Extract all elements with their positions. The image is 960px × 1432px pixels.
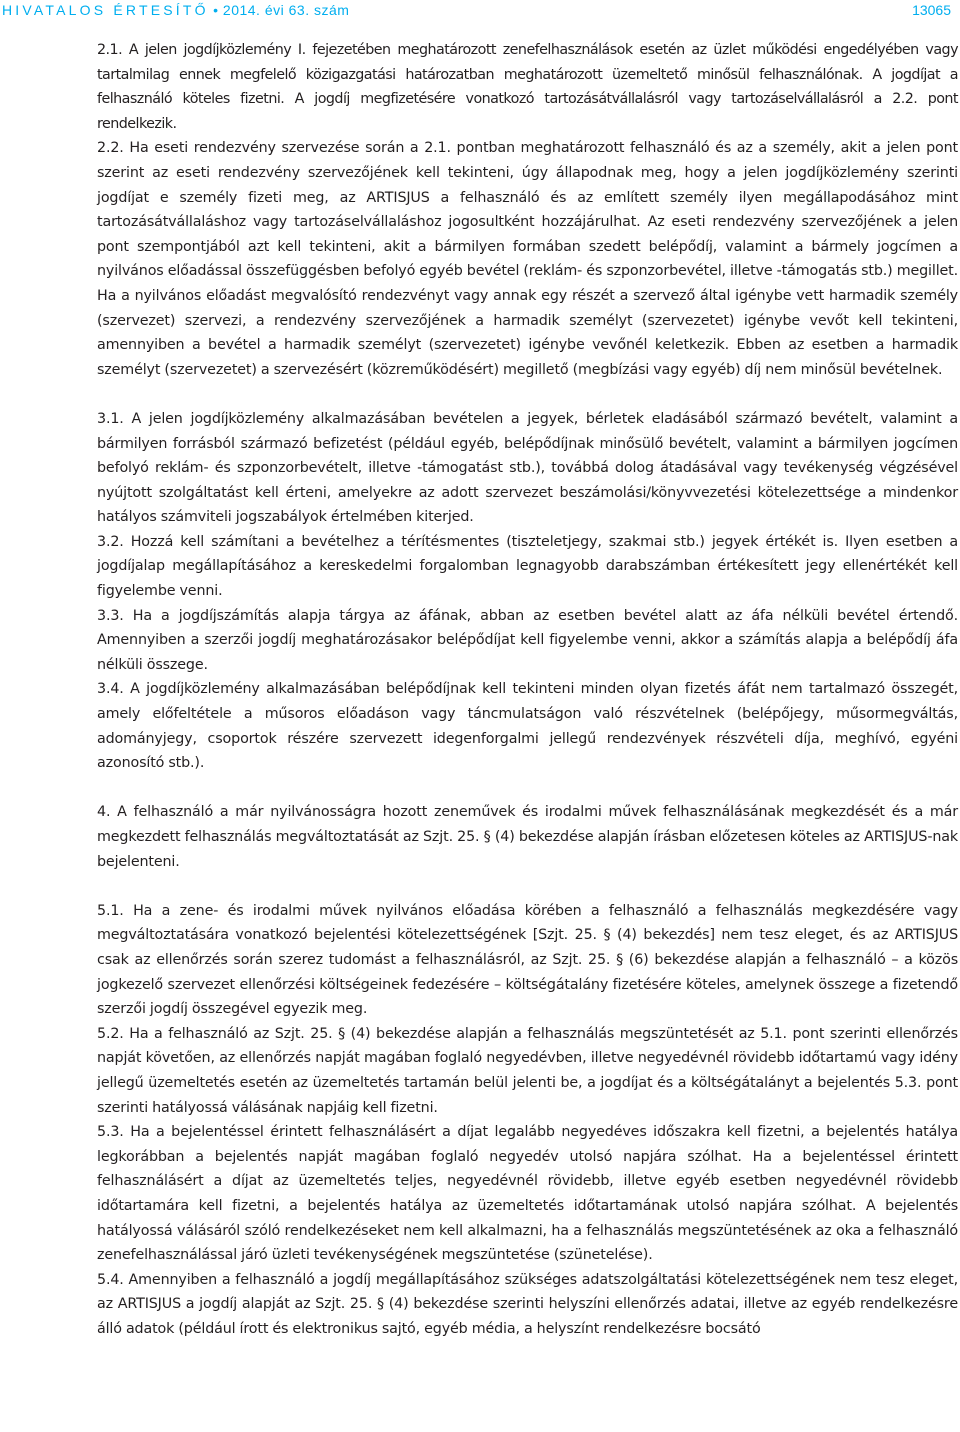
running-head bbox=[2, 1, 349, 19]
paragraph-3-1: 3.1. A jelen jogdíjközlemény alkalmazásában bevételen a jegyek, bérletek eladásából származó bevételt, valamint a bármilyen forrásból származó befizetést (például egyéb, belépődíjnak minősülő bevételt, valamint a bármilyen jogcímen befolyó reklám- és szponzorbevételt, illetve -támogatást stb.), továbbá dolog átadásával vagy tevékenység végzésével nyújtott szolgáltatást kell érteni, amelyekre az adott szervezet beszámolási/könyvvezetési kötelezettsége a mindenkor hatályos számviteli jogszabályok értelmében kiterjed. bbox=[97, 410, 958, 526]
journal-title: HIVATALOS ÉRTESÍTŐ bbox=[2, 2, 209, 18]
paragraph-2-2: 2.2. Ha eseti rendezvény szervezése során a 2.1. pontban meghatározott felhasználó és az a személy, akit a jelen pont szerint az eseti rendezvény szervezőjének kell tekinteni, úgy állapodnak meg, hogy a jelen jogdíjközlemény szerinti jogdíjat e személy fizeti meg, az ARTISJUS a felhasználó és az említett személy ilyen megállapodásához mint tartozásátvállaláshoz vagy tartozáselvállaláshoz jogosultként hozzájárulhat. Az eseti rendezvény szervezőjének a jelen pont szempontjából azt kell tekinteni, akit a bármilyen formában szedett belépődíj, valamint a bármely jogcímen a nyilvános előadással összefüggésben befolyó egyéb bevétel (reklám- és szponzorbevétel, illetve -támogatás stb.) megillet. Ha a nyilvános előadást megvalósító rendezvényt vagy annak egy részét a szervező által igénybe vett harmadik személy (szervezet) szervezi, a rendezvény szervezőjének a harmadik személyt (szervezetet) igénybe vevőt kell tekinteni, amennyiben a bevétel a harmadik személyt (szervezetet) igénybe vevőnél keletkezik. Ebben az esetben a harmadik személyt (szervezetet) a szervezésért (közreműködésért) megillető (megbízási vagy egyéb) díj nem minősül bevételnek. bbox=[97, 140, 959, 378]
paragraph-2-1: 2.1. A jelen jogdíjközlemény I. fejezetében meghatározott zenefelhasználások esetén az üzlet működési engedélyében vagy tartalmilag ennek megfelelő közigazgatási határozatban meghatározott üzemeltető minősül felhasználónak. A jogdíjat a felhasználó köteles fizetni. A jogdíj megfizetésére vonatkozó tartozásátvállalásról vagy tartozáselvállalásról a 2.2. pont rendelkezik. bbox=[97, 42, 958, 132]
paragraph-3-2: 3.2. Hozzá kell számítani a bevételhez a térítésmentes (tiszteletjegy, szakmai stb.) jegyek értékét is. Ilyen esetben a jogdíjalap megállapításához a kereskedelmi forgalomban legnagyobb darabszámban értékesített jegy ellenértékét kell figyelembe venni. bbox=[97, 533, 958, 600]
paragraph-3-4: 3.4. A jogdíjközlemény alkalmazásában belépődíjnak kell tekinteni minden olyan fizetés áfát nem tartalmazó összegét, amely előfeltétele a műsoros előadáson vagy táncmulatságon való részvételnek (belépőjegy, műsormegváltás, adományjegy, csoportok részére szervezett idegenforgalmi jellegű rendezvények részvételi díja, meghívó, egyéni azonosító stb.). bbox=[97, 681, 958, 772]
issue-label: 2014. évi 63. szám bbox=[222, 2, 350, 18]
header-separator: • bbox=[213, 2, 223, 18]
paragraph-4: 4. A felhasználó a már nyilvánosságra hozott zeneművek és irodalmi művek felhasználásának megkezdését és a már megkezdett felhasználás megváltoztatását az Szjt. 25. § (4) bekezdése alapján írásban előzetesen köteles az ARTISJUS-nak bejelenteni. bbox=[97, 804, 958, 870]
paragraph-5-1: 5.1. Ha a zene- és irodalmi művek nyilvános előadása körében a felhasználó a felhasználás megkezdésére vagy megváltoztatására vonatkozó bejelentési kötelezettségének [Szjt. 25. § (4) bekezdés] nem tesz eleget, és az ARTISJUS csak az ellenőrzés során szerez tudomást a felhasználásról, az Szjt. 25. § (6) bekezdése alapján a felhasználó – a közös jogkezelő szervezet ellenőrzési költségeinek fedezésére – költségátalány fizetésére köteles, amelynek összege a fizetendő szerzői jogdíj összegével egyezik meg. bbox=[97, 902, 958, 1018]
paragraph-5-4: 5.4. Amennyiben a felhasználó a jogdíj megállapításához szükséges adatszolgáltatási kötelezettségének nem tesz eleget, az ARTISJUS a jogdíj alapját az Szjt. 25. § (4) bekezdése szerinti helyszíni ellenőrzés adatai, illetve az egyéb rendelkezésre álló adatok (például írott és elektronikus sajtó, egyéb média, a helyszínt rendelkezésre bocsátó bbox=[97, 1271, 958, 1337]
paragraph-5-2: 5.2. Ha a felhasználó az Szjt. 25. § (4) bekezdése alapján a felhasználás megszüntetését az 5.1. pont szerinti ellenőrzés napját követően, az ellenőrzés napját magában foglaló negyedévben, illetve negyedévnél rövidebb időtartamú vagy idény jellegű üzemeltetés esetén az üzemeltetés tartamán belül jelenti be, a jogdíjat és a költségátalányt a bejelentés 5.3. pont szerinti hatályossá válásának napjáig kell fizetni. bbox=[97, 1025, 958, 1116]
document-body bbox=[97, 38, 958, 1341]
paragraph-5-3: 5.3. Ha a bejelentéssel érintett felhasználásért a díjat legalább negyedéves időszakra kell fizetni, a bejelentés hatálya legkorábban a bejelentés napját magában foglaló negyedév utolsó napjára szólhat. Ha a bejelentéssel érintett felhasználásért a díjat az üzemeltetés teljes, negyedévnél rövidebb, illetve egyéb esetben negyedévnél rövidebb időtartamára kell fizetni, a bejelentés hatálya az üzemeltetés időtartamának utolsó napjára szólhat. A bejelentés hatályossá válásáról szóló rendelkezéseket nem kell alkalmazni, ha a felhasználás megszüntetésének az oka a felhasználó zenefelhasználással járó üzleti tevékenységének megszüntetése (szünetelése). bbox=[97, 1124, 958, 1264]
paragraph-3-3: 3.3. Ha a jogdíjszámítás alapja tárgya az áfának, abban az esetben bevétel alatt az áfa nélküli bevétel értendő. Amennyiben a szerzői jogdíj meghatározásakor belépődíjat kell figyelembe venni, akkor a számítás alapja a belépődíj áfa nélküli összege. bbox=[97, 607, 958, 673]
page-header bbox=[0, 0, 960, 20]
page-number: 13065 bbox=[912, 2, 951, 18]
